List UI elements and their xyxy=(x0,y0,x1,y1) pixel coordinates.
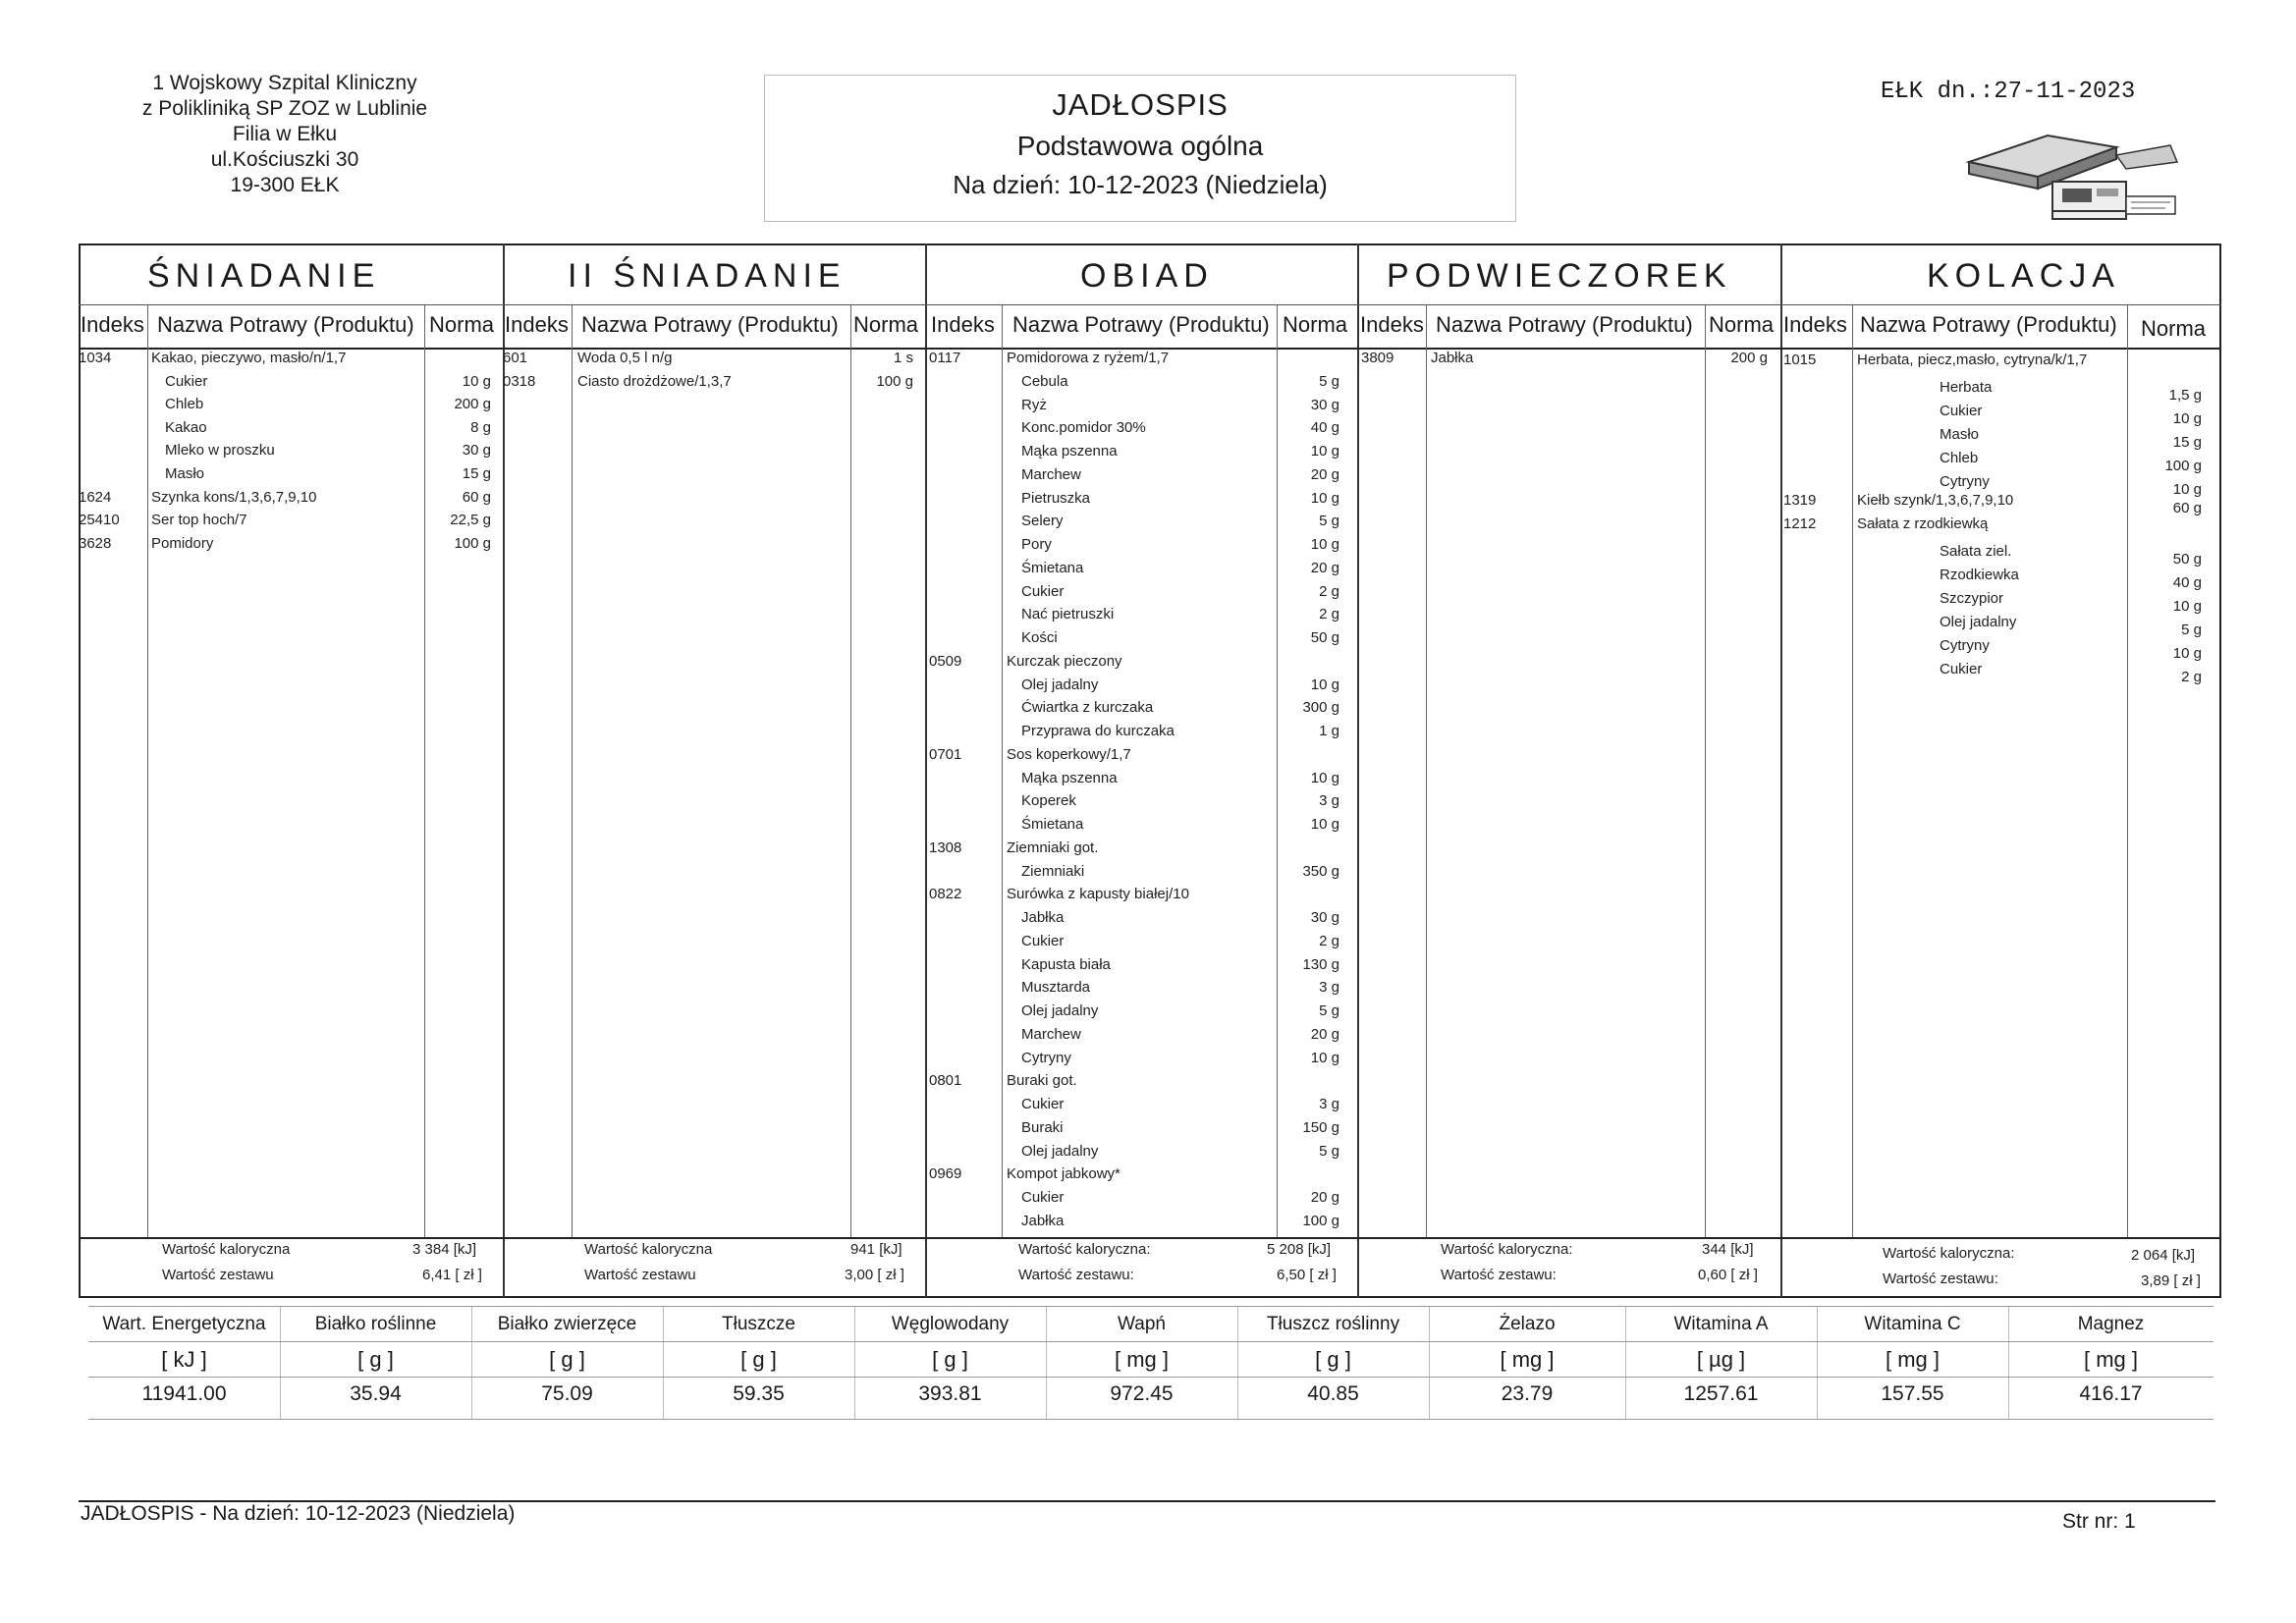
item-index: 1034 xyxy=(79,350,112,366)
item-norm: 2 g xyxy=(2181,668,2202,685)
nutrient-label: Wapń xyxy=(1118,1314,1166,1334)
nutrient-unit: [ mg ] xyxy=(1500,1347,1555,1372)
item-norm: 5 g xyxy=(2181,621,2202,638)
item-index: 1212 xyxy=(1783,515,1817,533)
meal-divider xyxy=(1357,243,1359,1298)
item-norm: 30 g xyxy=(1310,396,1339,413)
item-norm: 20 g xyxy=(1310,1189,1339,1206)
nutrient-label: Witamina A xyxy=(1673,1314,1769,1334)
item-norm: 20 g xyxy=(1310,559,1339,576)
col-sep xyxy=(850,304,851,1237)
item-index: 0509 xyxy=(929,652,962,670)
ingredient-name: Kakao xyxy=(165,418,207,436)
hospital-address xyxy=(118,71,452,198)
ingredient-name: Cukier xyxy=(165,372,208,390)
item-norm: 10 g xyxy=(462,372,491,390)
hospital-line: 1 Wojskowy Szpital Kliniczny xyxy=(152,72,417,94)
ingredient-name: Olej jadalny xyxy=(1940,613,2017,630)
item-norm: 1 s xyxy=(893,350,913,366)
item-norm: 1,5 g xyxy=(2168,386,2202,404)
item-index: 601 xyxy=(503,350,528,366)
kcal-label: Wartość kaloryczna: xyxy=(1018,1241,1151,1258)
col-sep xyxy=(1426,304,1427,1237)
dish-name: Sałata z rzodkiewką xyxy=(1857,515,1989,533)
item-norm: 10 g xyxy=(1310,489,1339,507)
column-header-name: Nazwa Potrawy (Produktu) xyxy=(1860,312,2117,337)
ingredient-name: Cukier xyxy=(1021,1096,1065,1112)
column-header-name: Nazwa Potrawy (Produktu) xyxy=(1012,312,1270,337)
hospital-line: ul.Kościuszki 30 xyxy=(210,148,359,171)
kcal-value: 344 [kJ] xyxy=(1702,1241,1754,1258)
ingredient-name: Cukier xyxy=(1021,582,1065,600)
nutrition-cell xyxy=(471,1306,664,1420)
nutrition-rule xyxy=(88,1419,2214,1420)
nutrient-label: Witamina C xyxy=(1864,1314,1961,1334)
item-norm: 10 g xyxy=(2172,480,2202,498)
item-norm: 15 g xyxy=(2172,433,2202,451)
ingredient-name: Cytryny xyxy=(1021,1049,1071,1066)
item-norm: 60 g xyxy=(462,488,491,506)
item-index: 0117 xyxy=(929,350,961,366)
ingredient-name: Nać pietruszki xyxy=(1021,606,1115,623)
item-norm: 200 g xyxy=(1730,350,1768,366)
nutrition-cell xyxy=(1817,1306,2009,1420)
dish-name: Kurczak pieczony xyxy=(1007,652,1122,670)
nutrient-value: 157.55 xyxy=(1881,1382,1944,1405)
item-norm: 1 g xyxy=(1319,723,1339,739)
item-norm: 10 g xyxy=(1310,443,1339,460)
item-index: 1624 xyxy=(79,488,112,506)
ingredient-name: Pory xyxy=(1021,536,1052,553)
item-norm: 100 g xyxy=(876,372,913,390)
item-norm: 100 g xyxy=(454,534,491,552)
nutrition-cell xyxy=(1429,1306,1626,1420)
nutrient-value: 59.35 xyxy=(733,1382,785,1405)
ingredient-name: Śmietana xyxy=(1021,559,1084,576)
item-norm: 350 g xyxy=(1302,862,1339,880)
ingredient-name: Cytryny xyxy=(1940,472,1990,490)
nutrition-cell xyxy=(1046,1306,1238,1420)
meal-title-lunch: OBIAD xyxy=(1080,257,1214,295)
nutrition-rule xyxy=(88,1341,2214,1342)
dish-name: Szynka kons/1,3,6,7,9,10 xyxy=(151,488,317,506)
column-header-norm: Norma xyxy=(429,312,495,337)
meal-title-second-breakfast: II ŚNIADANIE xyxy=(568,257,847,295)
nutrition-rule xyxy=(88,1377,2214,1378)
dish-name: Pomidory xyxy=(151,534,214,552)
ingredient-name: Marchew xyxy=(1021,465,1081,483)
item-norm: 5 g xyxy=(1319,372,1339,390)
col-sep xyxy=(1852,304,1853,1237)
nutrient-value: 1257.61 xyxy=(1683,1382,1759,1405)
dish-name: Woda 0,5 l n/g xyxy=(577,350,673,366)
col-sep xyxy=(147,304,148,1237)
item-norm: 3 g xyxy=(1319,792,1339,810)
item-norm: 50 g xyxy=(1310,629,1339,646)
ingredient-name: Cukier xyxy=(1021,932,1065,949)
nutrient-label: Magnez xyxy=(2077,1314,2145,1334)
cost-value: 6,41 [ zł ] xyxy=(422,1267,482,1283)
page-title: JADŁOSPIS xyxy=(1052,87,1229,122)
dish-name: Jabłka xyxy=(1431,350,1474,366)
nutrient-unit: [ µg ] xyxy=(1696,1347,1746,1372)
ingredient-name: Ćwiartka z kurczaka xyxy=(1021,699,1154,717)
item-index: 3628 xyxy=(79,534,112,552)
col-sep xyxy=(572,304,573,1237)
meal-divider xyxy=(1780,243,1782,1298)
item-index: 1319 xyxy=(1783,492,1817,510)
nutrient-unit: [ mg ] xyxy=(1885,1347,1940,1372)
ingredient-name: Ryż xyxy=(1021,396,1047,413)
cost-label: Wartość zestawu xyxy=(162,1267,274,1283)
item-norm: 3 g xyxy=(1319,979,1339,997)
summary-rule xyxy=(79,1237,2221,1239)
diet-name: Podstawowa ogólna xyxy=(1016,131,1264,161)
ingredient-name: Cukier xyxy=(1021,1189,1065,1206)
meal-divider xyxy=(503,243,505,1298)
nutrition-cell xyxy=(854,1306,1047,1420)
column-header-index: Indeks xyxy=(1783,312,1847,337)
dish-name: Ziemniaki got. xyxy=(1007,839,1099,856)
item-norm: 10 g xyxy=(1310,1049,1339,1066)
ingredient-name: Kapusta biała xyxy=(1021,955,1111,973)
cost-label: Wartość zestawu xyxy=(584,1267,696,1283)
dish-name: Surówka z kapusty białej/10 xyxy=(1007,886,1189,903)
cost-value: 6,50 [ zł ] xyxy=(1277,1267,1337,1283)
ingredient-name: Chleb xyxy=(165,396,204,413)
item-index: 1308 xyxy=(929,839,962,856)
item-index: 1015 xyxy=(1783,352,1817,368)
item-norm: 130 g xyxy=(1302,955,1339,973)
nutrition-cell xyxy=(663,1306,855,1420)
ingredient-name: Ziemniaki xyxy=(1021,862,1085,880)
ingredient-name: Kości xyxy=(1021,629,1058,646)
item-norm: 20 g xyxy=(1310,465,1339,483)
ingredient-name: Śmietana xyxy=(1021,816,1084,833)
kcal-label: Wartość kaloryczna xyxy=(162,1241,291,1258)
nutrient-value: 23.79 xyxy=(1501,1382,1554,1405)
item-norm: 8 g xyxy=(470,418,491,436)
item-index: 0318 xyxy=(503,372,536,390)
nutrient-value: 75.09 xyxy=(541,1382,593,1405)
item-norm: 2 g xyxy=(1319,582,1339,600)
cost-value: 3,00 [ zł ] xyxy=(845,1267,904,1283)
nutrient-unit: [ kJ ] xyxy=(161,1347,207,1372)
nutrient-label: Węglowodany xyxy=(891,1314,1010,1334)
item-norm: 3 g xyxy=(1319,1096,1339,1112)
ingredient-name: Rzodkiewka xyxy=(1940,567,2019,584)
nutrient-label: Tłuszcz roślinny xyxy=(1266,1314,1400,1334)
page-number: Str nr: 1 xyxy=(2062,1510,2136,1533)
item-norm: 300 g xyxy=(1302,699,1339,717)
column-header-norm: Norma xyxy=(1709,312,1775,337)
kcal-label: Wartość kaloryczna: xyxy=(1441,1241,1573,1258)
ingredient-name: Sałata ziel. xyxy=(1940,543,2012,561)
column-header-norm: Norma xyxy=(853,312,919,337)
ingredient-name: Olej jadalny xyxy=(1021,1142,1099,1160)
column-header-index: Indeks xyxy=(1360,312,1424,337)
nutrient-unit: [ g ] xyxy=(357,1347,394,1372)
ingredient-name: Konc.pomidor 30% xyxy=(1021,419,1146,437)
nutrient-label: Białko roślinne xyxy=(314,1314,437,1334)
meal-title-breakfast: ŚNIADANIE xyxy=(147,257,381,295)
hospital-line: Filia w Ełku xyxy=(232,123,338,145)
item-norm: 40 g xyxy=(1310,419,1339,437)
item-norm: 10 g xyxy=(1310,676,1339,693)
ingredient-name: Olej jadalny xyxy=(1021,1002,1099,1019)
item-index: 0701 xyxy=(929,745,962,763)
ingredient-name: Szczypior xyxy=(1940,590,2004,607)
nutrition-rule xyxy=(88,1306,2214,1307)
item-norm: 10 g xyxy=(2172,409,2202,427)
nutrition-cell xyxy=(88,1306,281,1420)
ingredient-name: Masło xyxy=(1940,425,1980,443)
item-index: 3809 xyxy=(1361,350,1394,366)
item-norm: 10 g xyxy=(1310,816,1339,833)
item-norm: 5 g xyxy=(1319,1002,1339,1019)
ingredient-name: Musztarda xyxy=(1021,979,1091,997)
ingredient-name: Mąka pszenna xyxy=(1021,769,1118,786)
item-index: 0822 xyxy=(929,886,962,903)
ingredient-name: Jabłka xyxy=(1021,909,1065,926)
item-index: 25410 xyxy=(79,512,120,529)
kcal-label: Wartość kaloryczna: xyxy=(1883,1245,2015,1262)
item-norm: 5 g xyxy=(1319,513,1339,530)
column-header-norm: Norma xyxy=(1283,312,1348,337)
nutrient-value: 416.17 xyxy=(2079,1382,2143,1405)
cost-label: Wartość zestawu: xyxy=(1883,1271,1998,1287)
item-norm: 5 g xyxy=(1319,1142,1339,1160)
item-norm: 2 g xyxy=(1319,932,1339,949)
meal-divider xyxy=(925,243,927,1298)
item-norm: 10 g xyxy=(2172,598,2202,615)
ingredient-name: Pietruszka xyxy=(1021,489,1091,507)
item-norm: 60 g xyxy=(2172,500,2202,517)
item-norm: 10 g xyxy=(1310,769,1339,786)
kcal-label: Wartość kaloryczna xyxy=(584,1241,713,1258)
ingredient-name: Cukier xyxy=(1940,660,1983,677)
meal-title-afternoon-snack: PODWIECZOREK xyxy=(1387,257,1732,295)
nutrient-unit: [ g ] xyxy=(1315,1347,1351,1372)
dish-name: Sos koperkowy/1,7 xyxy=(1007,745,1131,763)
item-norm: 100 g xyxy=(1302,1212,1339,1229)
cost-value: 0,60 [ zł ] xyxy=(1698,1267,1758,1283)
kcal-value: 2 064 [kJ] xyxy=(2131,1247,2196,1264)
print-date: EŁK dn.:27-11-2023 xyxy=(1881,79,2136,105)
ingredient-name: Cukier xyxy=(1940,402,1983,419)
nutrient-value: 393.81 xyxy=(918,1382,982,1405)
nutrition-cell xyxy=(1237,1306,1430,1420)
hospital-line: 19-300 EŁK xyxy=(230,174,340,196)
nutrient-unit: [ mg ] xyxy=(2083,1347,2138,1372)
dish-name: Pomidorowa z ryżem/1,7 xyxy=(1007,350,1170,366)
item-norm: 10 g xyxy=(2172,644,2202,662)
ingredient-name: Koperek xyxy=(1021,792,1076,810)
nutrient-label: Tłuszcze xyxy=(722,1314,795,1334)
ingredient-name: Selery xyxy=(1021,513,1064,530)
ingredient-name: Chleb xyxy=(1940,449,1979,466)
nutrient-label: Żelazo xyxy=(1499,1314,1556,1334)
menu-date: Na dzień: 10-12-2023 (Niedziela) xyxy=(953,170,1328,199)
ingredient-name: Herbata xyxy=(1940,378,1993,396)
item-norm: 30 g xyxy=(1310,909,1339,926)
footer-date: JADŁOSPIS - Na dzień: 10-12-2023 (Niedziela) xyxy=(81,1502,516,1525)
column-header-name: Nazwa Potrawy (Produktu) xyxy=(581,312,839,337)
column-header-index: Indeks xyxy=(81,312,144,337)
ingredient-name: Mąka pszenna xyxy=(1021,443,1118,460)
hospital-line: z Polikliniką SP ZOZ w Lublinie xyxy=(141,97,428,120)
dish-name: Buraki got. xyxy=(1007,1072,1077,1090)
dish-name: Kakao, pieczywo, masło/n/1,7 xyxy=(151,350,347,366)
dish-name: Kiełb szynk/1,3,6,7,9,10 xyxy=(1857,492,2014,510)
nutrient-value: 11941.00 xyxy=(141,1382,227,1405)
dish-name: Kompot jabkowy* xyxy=(1007,1165,1121,1183)
ingredient-name: Przyprawa do kurczaka xyxy=(1021,723,1175,739)
item-norm: 30 g xyxy=(462,442,491,460)
nutrition-cell xyxy=(2008,1306,2214,1420)
nutrient-unit: [ mg ] xyxy=(1114,1347,1169,1372)
column-header-name: Nazwa Potrawy (Produktu) xyxy=(1436,312,1693,337)
nutrient-value: 35.94 xyxy=(350,1382,402,1405)
nutrition-table xyxy=(88,1306,2214,1420)
item-norm: 15 g xyxy=(462,465,491,482)
item-norm: 50 g xyxy=(2172,551,2202,568)
column-header-index: Indeks xyxy=(505,312,569,337)
dish-name: Herbata, piecz,masło, cytryna/k/1,7 xyxy=(1857,352,2088,368)
ingredient-name: Jabłka xyxy=(1021,1212,1065,1229)
item-index: 0969 xyxy=(929,1165,962,1183)
item-index: 0801 xyxy=(929,1072,962,1090)
kcal-value: 3 384 [kJ] xyxy=(412,1241,477,1258)
column-header-name: Nazwa Potrawy (Produktu) xyxy=(157,312,414,337)
nutrient-label: Wart. Energetyczna xyxy=(102,1314,266,1334)
item-norm: 20 g xyxy=(1310,1025,1339,1043)
dish-name: Ser top hoch/7 xyxy=(151,512,247,529)
ingredient-name: Buraki xyxy=(1021,1118,1064,1136)
dish-name: Ciasto drożdżowe/1,3,7 xyxy=(577,372,732,390)
nutrient-value: 972.45 xyxy=(1110,1382,1174,1405)
ingredient-name: Masło xyxy=(165,465,205,482)
cost-label: Wartość zestawu: xyxy=(1441,1267,1557,1283)
ingredient-name: Cebula xyxy=(1021,372,1068,390)
nutrition-cell xyxy=(280,1306,472,1420)
title-box xyxy=(764,75,1516,222)
item-norm: 150 g xyxy=(1302,1118,1339,1136)
header-rule xyxy=(79,304,2221,305)
nutrient-unit: [ g ] xyxy=(932,1347,968,1372)
nutrient-value: 40.85 xyxy=(1307,1382,1359,1405)
item-norm: 10 g xyxy=(1310,536,1339,553)
cost-value: 3,89 [ zł ] xyxy=(2141,1272,2201,1289)
item-norm: 100 g xyxy=(2164,457,2202,474)
menu-table xyxy=(79,243,2221,1298)
printer-icon xyxy=(1959,128,2185,226)
kcal-value: 941 [kJ] xyxy=(850,1241,902,1258)
col-sep xyxy=(1002,304,1003,1237)
item-norm: 200 g xyxy=(454,396,491,413)
nutrition-cell xyxy=(1625,1306,1818,1420)
meal-title-supper: KOLACJA xyxy=(1927,257,2120,295)
kcal-value: 5 208 [kJ] xyxy=(1267,1241,1332,1258)
item-norm: 2 g xyxy=(1319,606,1339,623)
ingredient-name: Cytryny xyxy=(1940,636,1990,654)
cost-label: Wartość zestawu: xyxy=(1018,1267,1134,1283)
item-norm: 40 g xyxy=(2172,574,2202,592)
ingredient-name: Marchew xyxy=(1021,1025,1081,1043)
column-header-index: Indeks xyxy=(931,312,995,337)
ingredient-name: Mleko w proszku xyxy=(165,442,275,460)
nutrient-label: Białko zwierzęce xyxy=(497,1314,637,1334)
column-header-norm: Norma xyxy=(2141,316,2207,341)
col-sep xyxy=(1705,304,1706,1237)
ingredient-name: Olej jadalny xyxy=(1021,676,1099,693)
nutrient-unit: [ g ] xyxy=(740,1347,777,1372)
item-norm: 22,5 g xyxy=(450,512,491,529)
nutrient-unit: [ g ] xyxy=(549,1347,585,1372)
